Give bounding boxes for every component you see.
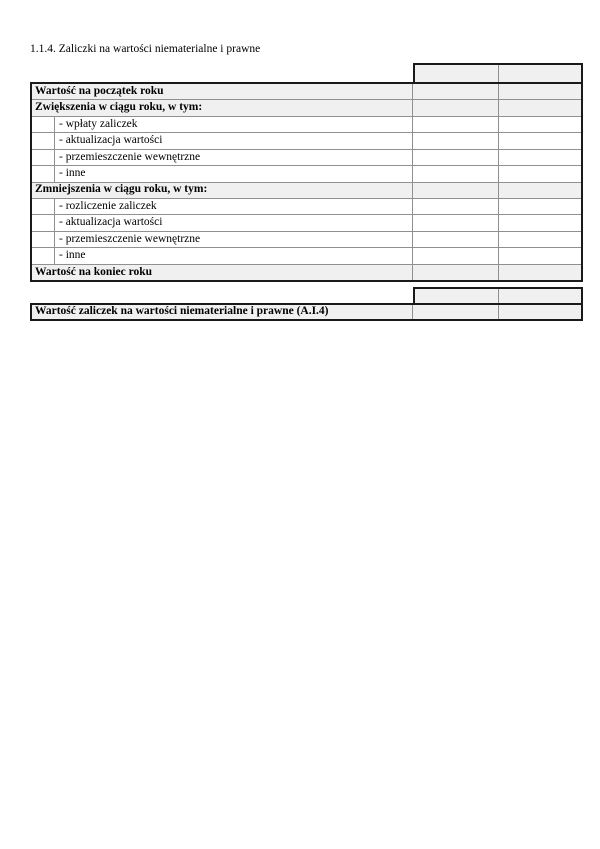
column-header-cell <box>415 65 499 82</box>
value-cell[interactable] <box>499 232 581 247</box>
value-cell[interactable] <box>413 84 499 99</box>
value-cell[interactable] <box>413 265 499 280</box>
page-title: 1.1.4. Zaliczki na wartości niematerialne i prawne <box>30 43 261 55</box>
table-row <box>32 215 581 231</box>
row-label: - aktualizacja wartości <box>55 133 413 148</box>
column-header-cell <box>499 65 581 82</box>
value-cell[interactable] <box>413 166 499 181</box>
value-cell[interactable] <box>499 133 581 148</box>
indent-cell <box>32 150 55 165</box>
row-label: Zmniejszenia w ciągu roku, w tym: <box>32 183 413 198</box>
table-row <box>32 84 581 100</box>
summary-row <box>32 305 581 319</box>
value-cell[interactable] <box>413 305 499 319</box>
value-cell[interactable] <box>499 199 581 214</box>
value-cell[interactable] <box>413 215 499 230</box>
table-row <box>32 232 581 248</box>
advances-table <box>30 82 583 282</box>
main-table-column-headers <box>413 63 583 82</box>
value-cell[interactable] <box>499 84 581 99</box>
row-label: - przemieszczenie wewnętrzne <box>55 150 413 165</box>
value-cell[interactable] <box>499 117 581 132</box>
summary-table-column-headers <box>413 287 583 303</box>
row-label: - wpłaty zaliczek <box>55 117 413 132</box>
value-cell[interactable] <box>499 166 581 181</box>
value-cell[interactable] <box>499 150 581 165</box>
row-label: - rozliczenie zaliczek <box>55 199 413 214</box>
table-row <box>32 100 581 116</box>
value-cell[interactable] <box>413 199 499 214</box>
value-cell[interactable] <box>413 232 499 247</box>
value-cell[interactable] <box>499 305 581 319</box>
indent-cell <box>32 166 55 181</box>
table-row <box>32 199 581 215</box>
value-cell[interactable] <box>499 183 581 198</box>
table-row <box>32 117 581 133</box>
row-label: Wartość na koniec roku <box>32 265 413 280</box>
table-row <box>32 248 581 264</box>
row-label: Wartość na początek roku <box>32 84 413 99</box>
column-header-cell <box>499 289 581 303</box>
row-label: - aktualizacja wartości <box>55 215 413 230</box>
value-cell[interactable] <box>413 117 499 132</box>
value-cell[interactable] <box>413 100 499 115</box>
table-row <box>32 133 581 149</box>
value-cell[interactable] <box>413 133 499 148</box>
indent-cell <box>32 215 55 230</box>
row-label: - przemieszczenie wewnętrzne <box>55 232 413 247</box>
row-label: - inne <box>55 248 413 263</box>
value-cell[interactable] <box>413 150 499 165</box>
indent-cell <box>32 117 55 132</box>
value-cell[interactable] <box>413 248 499 263</box>
value-cell[interactable] <box>499 215 581 230</box>
indent-cell <box>32 133 55 148</box>
value-cell[interactable] <box>499 100 581 115</box>
row-label: - inne <box>55 166 413 181</box>
indent-cell <box>32 248 55 263</box>
row-label: Zwiększenia w ciągu roku, w tym: <box>32 100 413 115</box>
table-row <box>32 150 581 166</box>
value-cell[interactable] <box>499 248 581 263</box>
column-header-cell <box>415 289 499 303</box>
value-cell[interactable] <box>413 183 499 198</box>
table-row <box>32 166 581 182</box>
indent-cell <box>32 232 55 247</box>
row-label: Wartość zaliczek na wartości niematerialne i prawne (A.I.4) <box>32 305 413 319</box>
table-row <box>32 183 581 199</box>
summary-table <box>30 303 583 321</box>
indent-cell <box>32 199 55 214</box>
table-row <box>32 265 581 280</box>
value-cell[interactable] <box>499 265 581 280</box>
